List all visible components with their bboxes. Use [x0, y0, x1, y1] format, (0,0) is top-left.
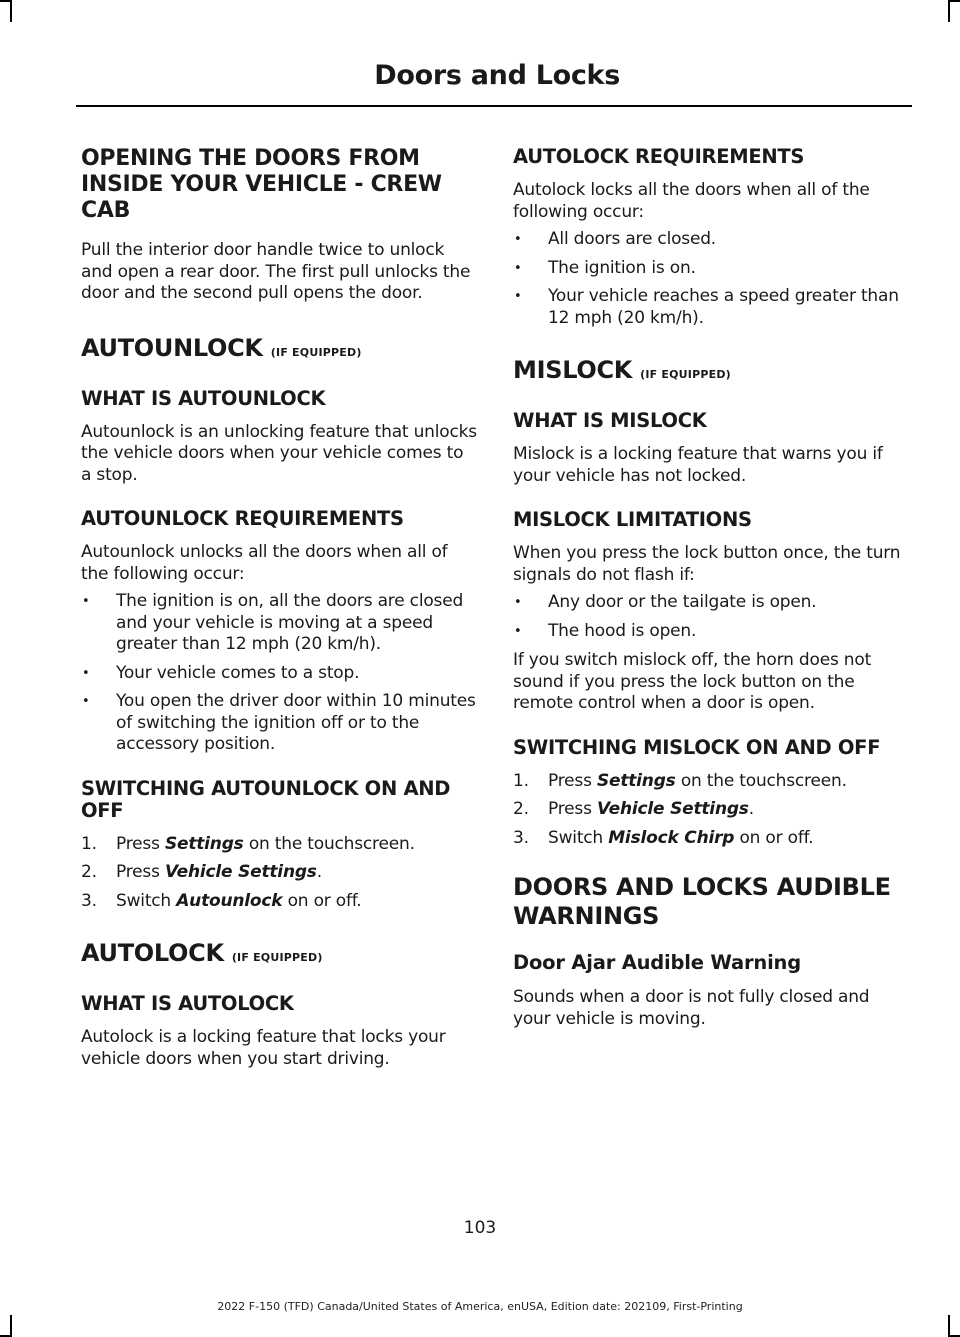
list-item: • The ignition is on, all the doors are closed and your vehicle is moving at a speed greater than 12 mph (20 km/h). [81, 591, 477, 656]
what-is-autounlock-heading: WHAT IS AUTOUNLOCK [81, 386, 326, 410]
audible-warnings-heading [513, 873, 909, 931]
list-item: • The ignition is on. [513, 258, 909, 280]
list-item: • Any door or the tailgate is open. [513, 592, 909, 614]
switching-mislock-heading: SWITCHING MISLOCK ON AND OFF [513, 735, 881, 759]
list-item: • Your vehicle reaches a speed greater than 12 mph (20 km/h). [513, 286, 909, 329]
crop-mark-top-right-v [948, 0, 950, 22]
mislock-title: MISLOCK [513, 356, 633, 384]
step-item: 2. Press Vehicle Settings. [513, 799, 754, 819]
mislock-off-text: If you switch mislock off, the horn does not sound if you press the lock button on the remote control when a door is open. [513, 650, 872, 713]
opening-doors-text: Pull the interior door handle twice to unlock and open a rear door. The first pull unlocks the door and the second pull opens the door. [81, 240, 471, 303]
autolock-requirements-heading: AUTOLOCK REQUIREMENTS [513, 145, 805, 168]
autolock-equip-note: (IF EQUIPPED) [231, 951, 323, 964]
opening-doors-heading: OPENING THE DOORS FROM INSIDE YOUR VEHICLE - CREW CAB [81, 146, 442, 223]
autolock-requirements-list [513, 229, 909, 329]
mislock-limitations-list [513, 592, 909, 642]
mislock-limitations-text: When you press the lock button once, the turn signals do not flash if: [513, 543, 901, 585]
crop-mark-top-right [949, 0, 960, 2]
door-ajar-heading: Door Ajar Audible Warning [513, 951, 801, 974]
what-is-mislock-heading: WHAT IS MISLOCK [513, 409, 707, 432]
step-item: 1. Press Settings on the touchscreen. [513, 770, 847, 791]
right-column [513, 146, 909, 1052]
crop-mark-bottom-right-v [948, 1315, 950, 1337]
what-is-autounlock-text: Autounlock is an unlocking feature that unlocks the vehicle doors when your vehicle comes to a stop. [81, 421, 477, 485]
mislock-steps [513, 771, 909, 850]
autounlock-equip-note: (IF EQUIPPED) [270, 345, 362, 359]
step-item: 3. Switch Mislock Chirp on or off. [513, 827, 814, 848]
list-item: • Your vehicle comes to a stop. [81, 663, 477, 685]
mislock-limitations-heading: MISLOCK LIMITATIONS [513, 508, 752, 531]
what-is-autolock-heading: WHAT IS AUTOLOCK [81, 992, 294, 1015]
page-header-title: Doors and Locks [374, 60, 620, 91]
autounlock-title: AUTOUNLOCK [81, 333, 263, 362]
mislock-equip-note: (IF EQUIPPED) [640, 368, 731, 381]
audible-warnings-line2: WARNINGS [513, 902, 660, 930]
list-item: • All doors are closed. [513, 229, 909, 251]
switching-autounlock-heading: SWITCHING AUTOUNLOCK ON AND OFF [81, 776, 451, 822]
crop-mark-top-left-v [10, 0, 12, 22]
left-column [81, 146, 477, 1092]
autounlock-requirements-text: Autounlock unlocks all the doors when all of the following occur: [81, 542, 448, 584]
autounlock-requirements-list [81, 591, 477, 756]
page-number: 103 [463, 1218, 497, 1238]
autolock-heading [81, 938, 477, 973]
autounlock-steps [81, 834, 477, 913]
step-item: 1. Press Settings on the touchscreen. [81, 833, 415, 854]
list-item: • The hood is open. [513, 621, 909, 643]
what-is-autolock-text: Autolock is a locking feature that locks your vehicle doors when you start driving. [81, 1027, 446, 1069]
list-item: • You open the driver door within 10 minutes of switching the ignition off or to the accessory position. [81, 691, 477, 756]
autolock-requirements-text: Autolock locks all the doors when all of the following occur: [513, 180, 870, 222]
what-is-mislock-text: Mislock is a locking feature that warns you if your vehicle has not locked. [513, 444, 883, 486]
door-ajar-text: Sounds when a door is not fully closed and your vehicle is moving. [513, 987, 870, 1029]
autounlock-heading [81, 333, 477, 368]
page-footer: 2022 F-150 (TFD) Canada/United States of America, enUSA, Edition date: 202109, First-Printing [217, 1300, 743, 1313]
autounlock-requirements-heading: AUTOUNLOCK REQUIREMENTS [81, 507, 404, 530]
step-item: 2. Press Vehicle Settings. [81, 862, 322, 882]
header-divider [76, 105, 912, 107]
mislock-heading [513, 355, 909, 390]
crop-mark-bottom-left-v [10, 1315, 12, 1337]
step-item: 3. Switch Autounlock on or off. [81, 890, 362, 911]
audible-warnings-line1: DOORS AND LOCKS AUDIBLE [513, 873, 891, 901]
autolock-title: AUTOLOCK [81, 939, 224, 967]
